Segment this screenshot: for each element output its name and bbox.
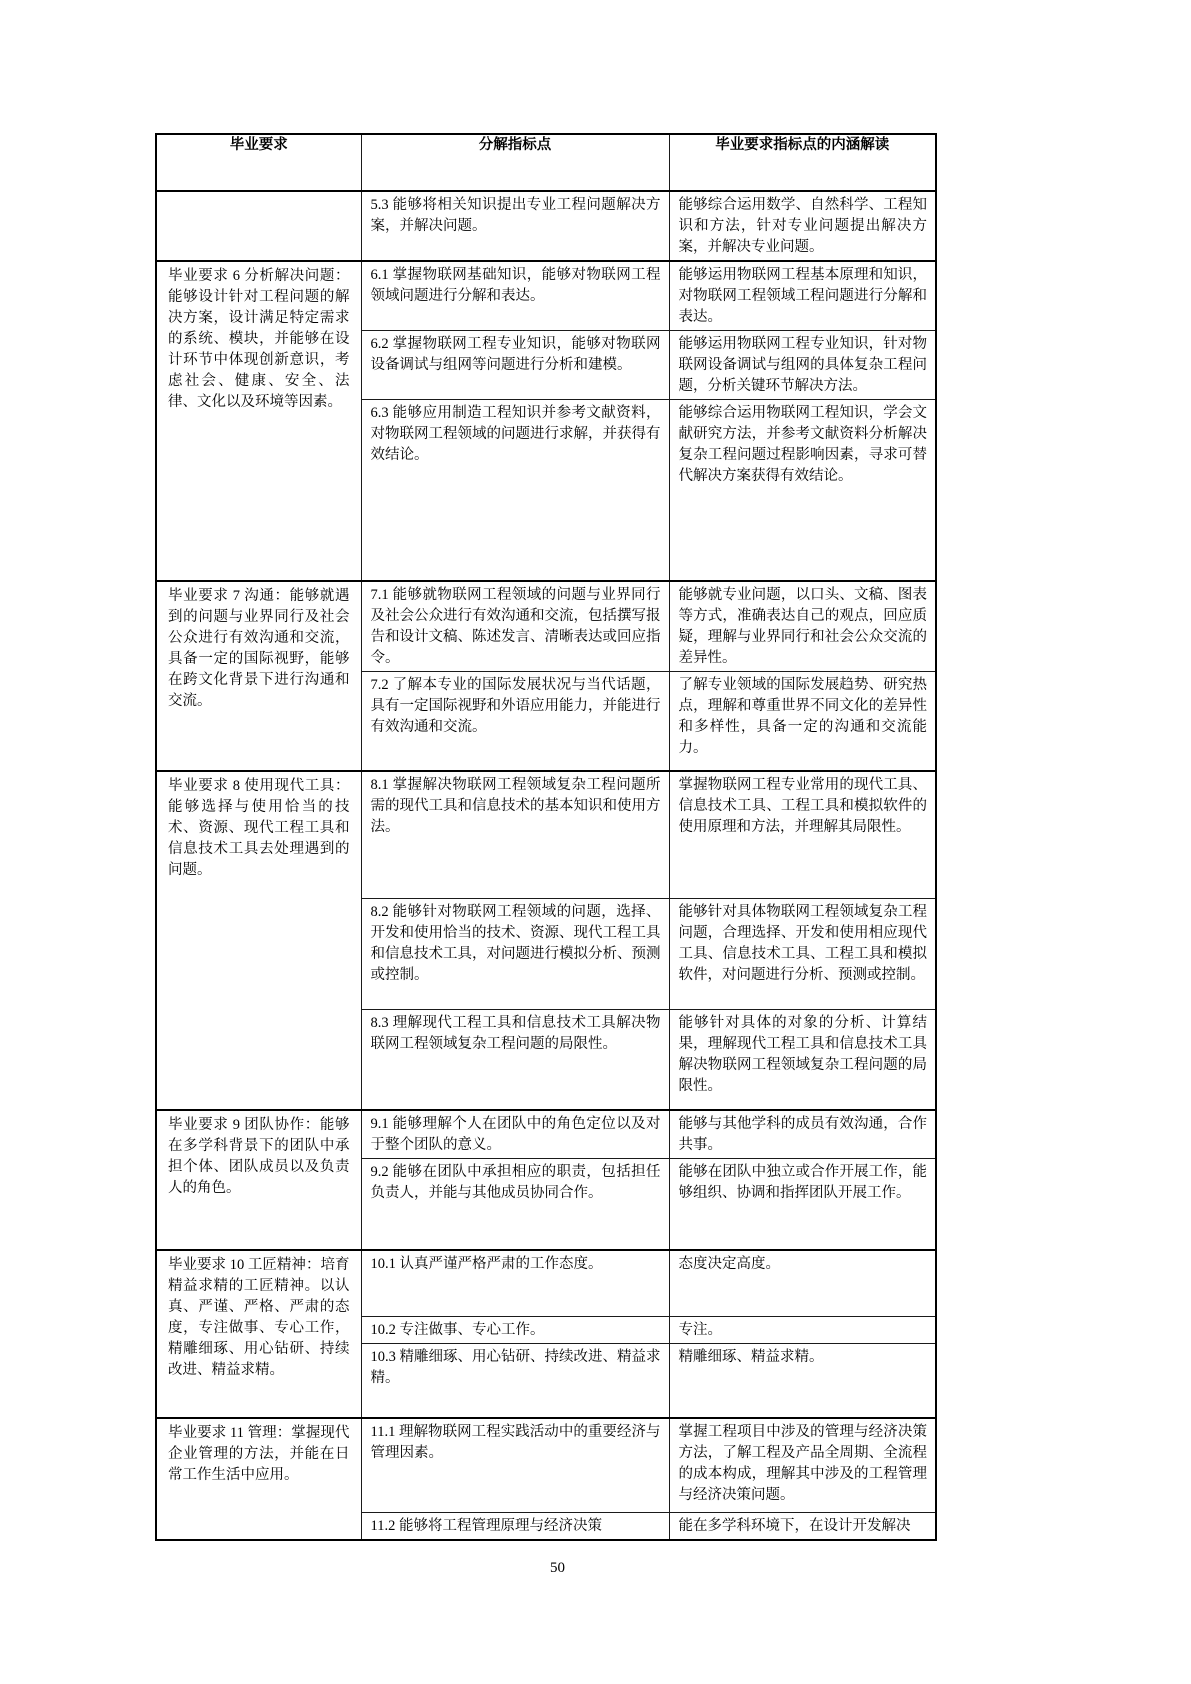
interpretation-cell: 能够在团队中独立或合作开展工作，能够组织、协调和指挥团队开展工作。	[669, 1159, 936, 1250]
interpretation-cell: 能够针对具体物联网工程领域复杂工程问题，合理选择、开发和使用相应现代工具、信息技术工具、工程工具和模拟软件，对问题进行分析、预测或控制。	[669, 898, 936, 1009]
interpretation-cell: 能够运用物联网工程专业知识，针对物联网设备调试与组网的具体复杂工程问题，分析关键环节解决方法。	[669, 331, 936, 400]
indicator-cell: 8.3 理解现代工程工具和信息技术工具解决物联网工程领域复杂工程问题的局限性。	[361, 1009, 669, 1110]
header-interpretation: 毕业要求指标点的内涵解读	[669, 134, 936, 191]
table-row	[156, 1250, 936, 1317]
table-row	[156, 261, 936, 331]
interpretation-cell: 能够与其他学科的成员有效沟通，合作共事。	[669, 1110, 936, 1159]
table-row	[156, 771, 936, 898]
indicator-cell: 10.2 专注做事、专心工作。	[361, 1317, 669, 1344]
interpretation-cell: 态度决定高度。	[669, 1250, 936, 1317]
indicator-cell: 10.1 认真严谨严格严肃的工作态度。	[361, 1250, 669, 1317]
requirement-cell: 毕业要求 7 沟通：能够就遇到的问题与业界同行及社会公众进行有效沟通和交流，具备一定的国际视野，能够在跨文化背景下进行沟通和交流。	[156, 581, 361, 772]
interpretation-cell: 掌握物联网工程专业常用的现代工具、信息技术工具、工程工具和模拟软件的使用原理和方法，并理解其局限性。	[669, 771, 936, 898]
indicator-cell: 8.2 能够针对物联网工程领域的问题，选择、开发和使用恰当的技术、资源、现代工程工具和信息技术工具，对问题进行模拟分析、预测或控制。	[361, 898, 669, 1009]
graduation-requirements-table	[155, 133, 937, 1541]
header-indicator: 分解指标点	[361, 134, 669, 191]
indicator-cell: 6.2 掌握物联网工程专业知识，能够对物联网设备调试与组网等问题进行分析和建模。	[361, 331, 669, 400]
table-row	[156, 191, 936, 261]
table-row	[156, 1110, 936, 1159]
interpretation-cell: 能够综合运用数学、自然科学、工程知识和方法，针对专业问题提出解决方案，并解决专业问题。	[669, 191, 936, 261]
requirement-cell: 毕业要求 11 管理：掌握现代企业管理的方法，并能在日常工作生活中应用。	[156, 1418, 361, 1541]
indicator-cell: 10.3 精雕细琢、用心钻研、持续改进、精益求精。	[361, 1344, 669, 1418]
requirement-cell	[156, 191, 361, 261]
requirement-cell: 毕业要求 8 使用现代工具：能够选择与使用恰当的技术、资源、现代工程工具和信息技术工具去处理遇到的问题。	[156, 771, 361, 1110]
requirement-cell: 毕业要求 10 工匠精神：培育精益求精的工匠精神。以认真、严谨、严格、严肃的态度，专注做事、专心工作，精雕细琢、用心钻研、持续改进、精益求精。	[156, 1250, 361, 1418]
table-header-row	[156, 134, 936, 191]
interpretation-cell: 精雕细琢、精益求精。	[669, 1344, 936, 1418]
indicator-cell: 7.2 了解本专业的国际发展状况与当代话题，具有一定国际视野和外语应用能力，并能进行有效沟通和交流。	[361, 671, 669, 771]
interpretation-cell: 了解专业领域的国际发展趋势、研究热点，理解和尊重世界不同文化的差异性和多样性，具备一定的沟通和交流能力。	[669, 671, 936, 771]
page-number: 50	[550, 1560, 565, 1576]
indicator-cell: 8.1 掌握解决物联网工程领域复杂工程问题所需的现代工具和信息技术的基本知识和使用方法。	[361, 771, 669, 898]
indicator-cell: 11.2 能够将工程管理原理与经济决策	[361, 1513, 669, 1541]
indicator-cell: 9.2 能够在团队中承担相应的职责，包括担任负责人，并能与其他成员协同合作。	[361, 1159, 669, 1250]
indicator-cell: 11.1 理解物联网工程实践活动中的重要经济与管理因素。	[361, 1418, 669, 1513]
interpretation-cell: 能够就专业问题，以口头、文稿、图表等方式，准确表达自己的观点，回应质疑，理解与业界同行和社会公众交流的差异性。	[669, 581, 936, 672]
indicator-cell: 9.1 能够理解个人在团队中的角色定位以及对于整个团队的意义。	[361, 1110, 669, 1159]
interpretation-cell: 掌握工程项目中涉及的管理与经济决策方法，了解工程及产品全周期、全流程的成本构成，理解其中涉及的工程管理与经济决策问题。	[669, 1418, 936, 1513]
interpretation-cell: 能够针对具体的对象的分析、计算结果，理解现代工程工具和信息技术工具解决物联网工程领域复杂工程问题的局限性。	[669, 1009, 936, 1110]
interpretation-cell: 能够综合运用物联网工程知识，学会文献研究方法，并参考文献资料分析解决复杂工程问题过程影响因素，寻求可替代解决方案获得有效结论。	[669, 400, 936, 581]
indicator-cell: 6.1 掌握物联网基础知识，能够对物联网工程领域问题进行分解和表达。	[361, 261, 669, 331]
interpretation-cell: 专注。	[669, 1317, 936, 1344]
requirement-cell: 毕业要求 6 分析解决问题：能够设计针对工程问题的解决方案，设计满足特定需求的系统、模块，并能够在设计环节中体现创新意识，考虑社会、健康、安全、法律、文化以及环境等因素。	[156, 261, 361, 581]
table-row	[156, 1418, 936, 1513]
header-requirement: 毕业要求	[156, 134, 361, 191]
indicator-cell: 7.1 能够就物联网工程领域的问题与业界同行及社会公众进行有效沟通和交流，包括撰写报告和设计文稿、陈述发言、清晰表达或回应指令。	[361, 581, 669, 672]
interpretation-cell: 能够运用物联网工程基本原理和知识，对物联网工程领域工程问题进行分解和表达。	[669, 261, 936, 331]
indicator-cell: 5.3 能够将相关知识提出专业工程问题解决方案，并解决问题。	[361, 191, 669, 261]
interpretation-cell: 能在多学科环境下，在设计开发解决	[669, 1513, 936, 1541]
requirement-cell: 毕业要求 9 团队协作：能够在多学科背景下的团队中承担个体、团队成员以及负责人的角色。	[156, 1110, 361, 1250]
table-row	[156, 581, 936, 672]
indicator-cell: 6.3 能够应用制造工程知识并参考文献资料，对物联网工程领域的问题进行求解，并获得有效结论。	[361, 400, 669, 581]
